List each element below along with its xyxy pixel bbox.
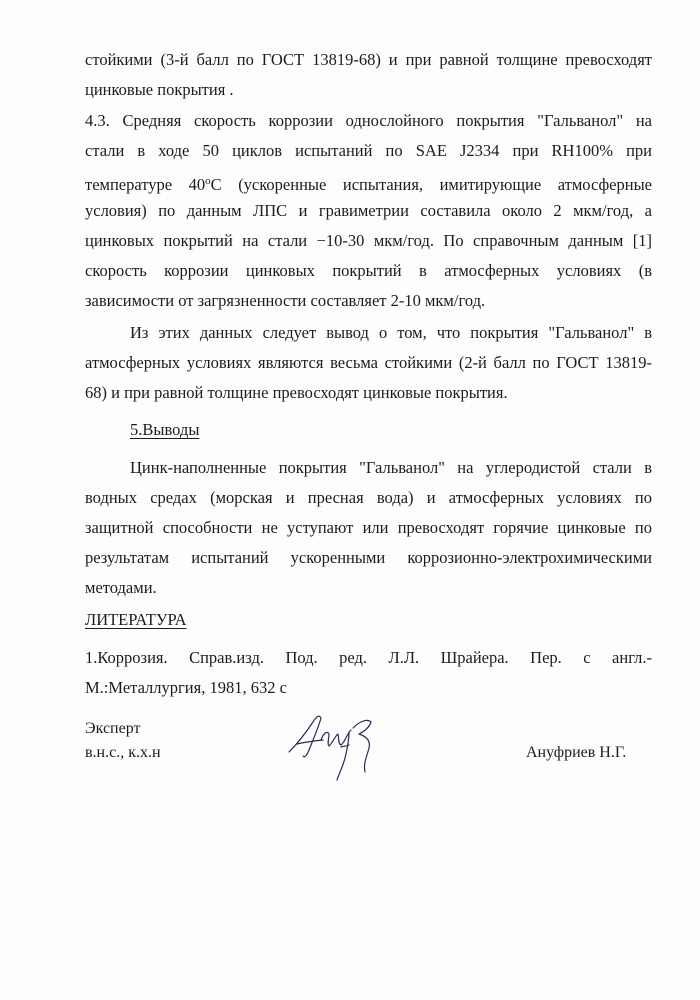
literature-entry xyxy=(85,643,652,703)
degree-superscript: o xyxy=(205,175,211,187)
continuation-paragraph xyxy=(85,45,652,105)
text-line: результатам испытаний ускоренными коррозионно-электрохимическими xyxy=(85,548,652,567)
text-line: стали в ходе 50 циклов испытаний по SAE J2334 при RH100% при xyxy=(85,141,652,160)
text-line: 4.3. Средняя скорость коррозии однослойного покрытия "Гальванол" на xyxy=(85,111,652,130)
text-line-temperature xyxy=(85,166,652,196)
literature-heading: ЛИТЕРАТУРА xyxy=(85,610,187,629)
text-line: условия) по данным ЛПС и гравиметрии составила около 2 мкм/год, а xyxy=(85,201,652,220)
handwritten-signature xyxy=(283,700,393,800)
text-line: цинковых покрытий на стали −10-30 мкм/год. По справочным данным [1] xyxy=(85,231,652,250)
text-line: М.:Металлургия, 1981, 632 с xyxy=(85,678,287,697)
expert-title: в.н.с., к.х.н xyxy=(85,744,161,761)
text-line: 1.Коррозия. Справ.изд. Под. ред. Л.Л. Шрайера. Пер. с англ.- xyxy=(85,648,652,667)
text-line: Цинк-наполненные покрытия "Гальванол" на углеродистой стали в xyxy=(130,458,652,477)
text-line: атмосферных условиях являются весьма стойкими (2-й балл по ГОСТ 13819- xyxy=(85,353,652,372)
conclusion-paragraph xyxy=(85,318,652,408)
text-line: защитной способности не уступают или превосходят горячие цинковые по xyxy=(85,518,652,537)
text-line: методами. xyxy=(85,578,157,597)
text-line: Из этих данных следует вывод о том, что покрытия "Гальванол" в xyxy=(130,323,652,342)
text-line: стойкими (3-й балл по ГОСТ 13819-68) и при равной толщине превосходят xyxy=(85,50,652,69)
temperature-text: температуре 40 xyxy=(85,175,206,194)
text-line: скорость коррозии цинковых покрытий в атмосферных условиях (в xyxy=(85,261,652,280)
section-5-heading: 5.Выводы xyxy=(130,420,200,439)
temperature-rest: С (ускоренные испытания, имитирующие атмосферные xyxy=(210,175,652,194)
text-line: цинковые покрытия . xyxy=(85,80,234,99)
text-line: водных средах (морская и пресная вода) и атмосферных условиях по xyxy=(85,488,652,507)
section-4-3-paragraph xyxy=(85,106,652,316)
section-5-paragraph xyxy=(85,453,652,603)
text-line: зависимости от загрязненности составляет 2-10 мкм/год. xyxy=(85,291,486,310)
text-line: 68) и при равной толщине превосходят цинковые покрытия. xyxy=(85,383,508,402)
expert-role: Эксперт xyxy=(85,720,141,737)
expert-name: Ануфриев Н.Г. xyxy=(526,744,627,761)
